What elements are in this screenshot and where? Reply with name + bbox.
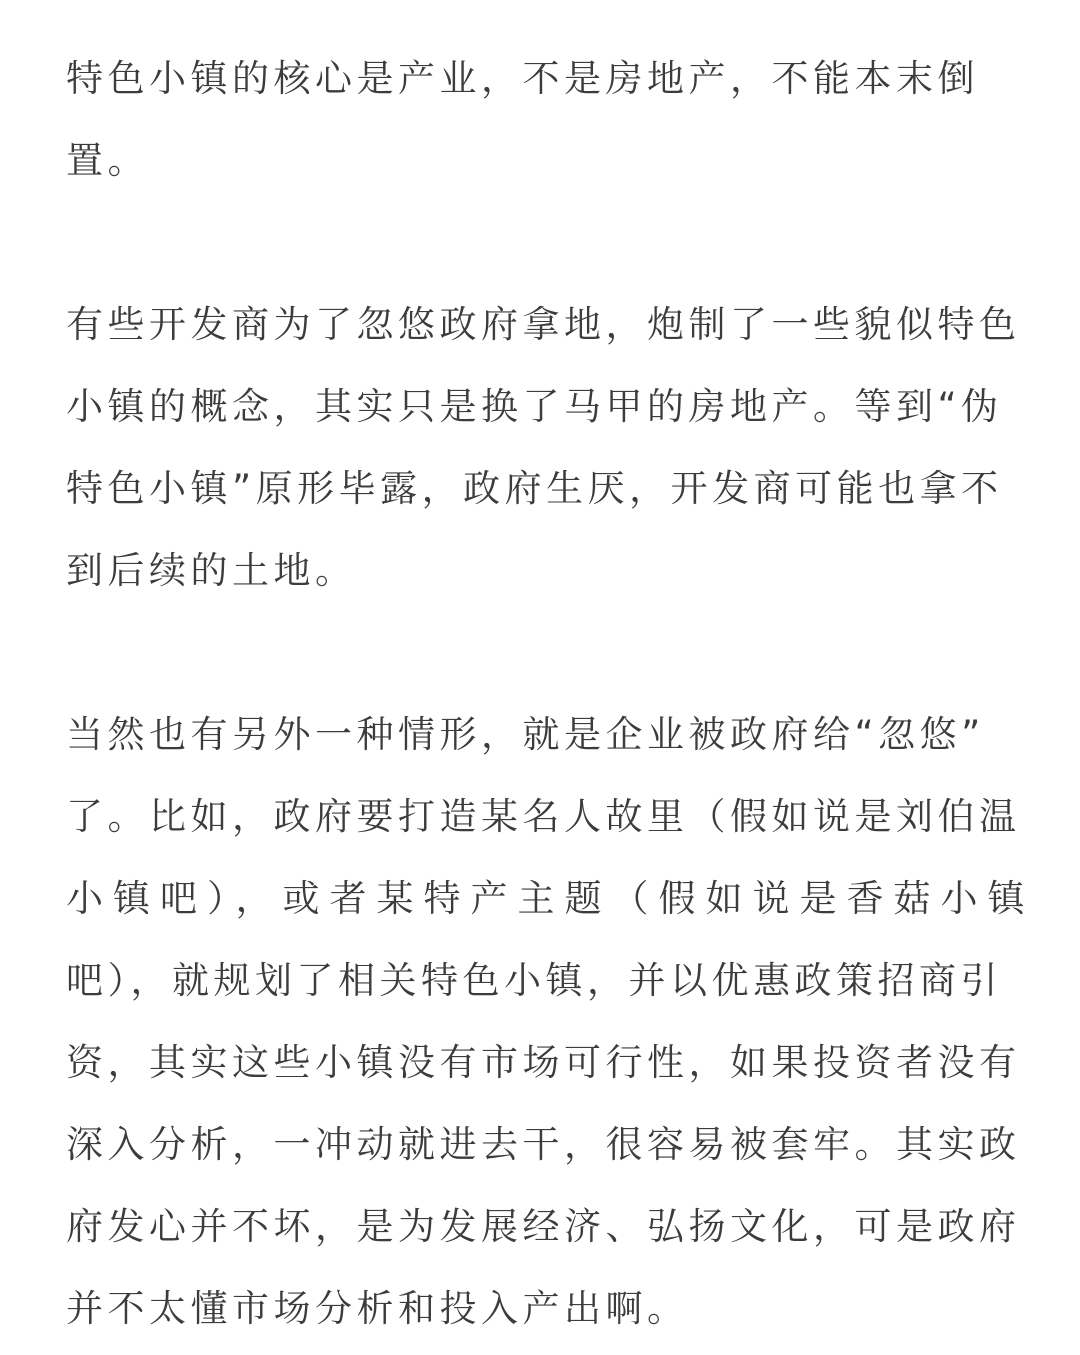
text-line: 特色小镇的核心是产业，不是房地产，不能本末倒 xyxy=(66,57,979,100)
text-line: 并不太懂市场分析和投入产出啊。 xyxy=(66,1287,689,1330)
article-body xyxy=(66,38,1035,1350)
paragraph-1 xyxy=(66,38,1026,202)
text-line: 资，其实这些小镇没有市场可行性，如果投资者没有 xyxy=(66,1041,1021,1084)
text-line: 了。比如，政府要打造某名人故里（假如说是刘伯温 xyxy=(66,795,1021,838)
text-line: 深入分析，一冲动就进去干，很容易被套牢。其实政 xyxy=(66,1123,1021,1166)
text-line: 置。 xyxy=(66,139,149,182)
text-line: 吧），就规划了相关特色小镇，并以优惠政策招商引 xyxy=(66,959,1002,1002)
paragraph-3 xyxy=(66,694,1035,1350)
text-line: 有些开发商为了忽悠政府拿地，炮制了一些貌似特色 xyxy=(66,303,1021,346)
text-line: 特色小镇”原形毕露，政府生厌，开发商可能也拿不 xyxy=(66,467,1003,510)
text-line: 当然也有另外一种情形，就是企业被政府给“忽悠” xyxy=(66,713,985,756)
text-line: 小镇的概念，其实只是换了马甲的房地产。等到“伪 xyxy=(66,385,1003,428)
text-line: 小镇吧），或者某特产主题（假如说是香菇小镇 xyxy=(66,877,1035,920)
text-line: 到后续的土地。 xyxy=(66,549,357,592)
text-line: 府发心并不坏，是为发展经济、弘扬文化，可是政府 xyxy=(66,1205,1021,1248)
paragraph-2 xyxy=(66,284,1026,612)
